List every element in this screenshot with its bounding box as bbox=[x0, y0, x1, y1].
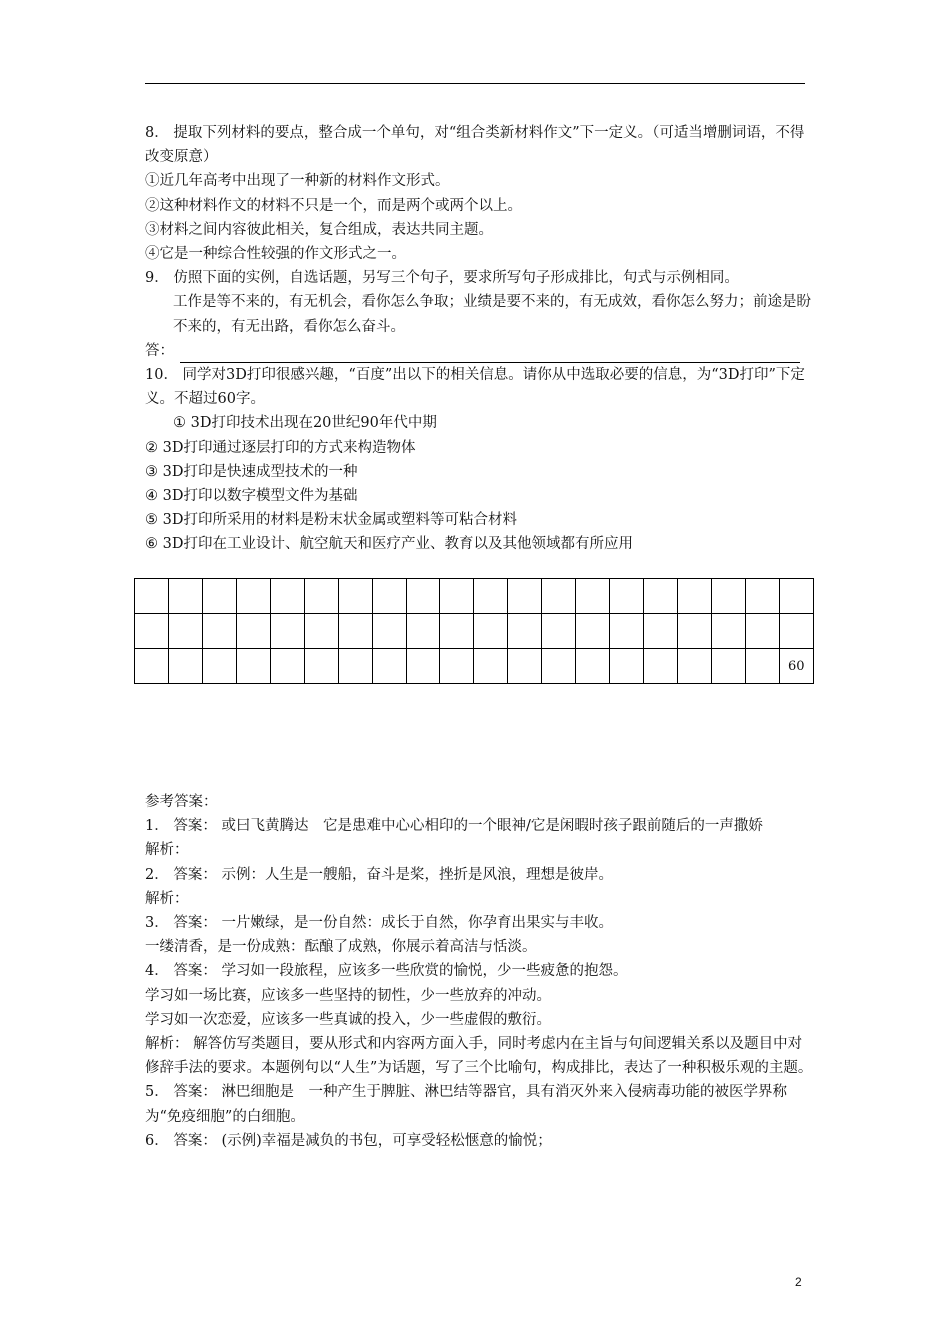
grid-cell[interactable] bbox=[745, 649, 779, 684]
answer-grid[interactable] bbox=[134, 578, 814, 684]
q10-item: ① 3D打印技术出现在20世纪90年代中期 bbox=[173, 415, 437, 432]
grid-cell[interactable] bbox=[474, 579, 508, 614]
answer-line: 1． 答案： 或曰飞黄腾达 它是患难中心心相印的一个眼神/它是闲暇时孩子跟前随后的一声撒娇 bbox=[145, 818, 763, 835]
grid-cell[interactable] bbox=[542, 614, 576, 649]
answer-line: 5． 答案： 淋巴细胞是 一种产生于脾脏、淋巴结等器官，具有消灭外来入侵病毒功能的被医学界称为“免疫细胞”的白细胞。 bbox=[145, 1084, 787, 1125]
page-number: 2 bbox=[795, 1275, 802, 1289]
q10-item: ④ 3D打印以数字模型文件为基础 bbox=[145, 488, 358, 505]
grid-cell[interactable] bbox=[711, 649, 745, 684]
q8-item: ③材料之间内容彼此相关，复合组成，表达共同主题。 bbox=[145, 221, 493, 238]
grid-cell[interactable] bbox=[135, 614, 169, 649]
grid-cell[interactable] bbox=[270, 579, 304, 614]
q10-item: ⑤ 3D打印所采用的材料是粉末状金属或塑料等可粘合材料 bbox=[145, 512, 517, 529]
answer-line: 3． 答案： 一片嫩绿，是一份自然：成长于自然，你孕育出果实与丰收。 bbox=[145, 915, 613, 932]
answer-line: 6． 答案： (示例)幸福是减负的书包，可享受轻松惬意的愉悦； bbox=[145, 1132, 552, 1149]
grid-cell[interactable] bbox=[508, 649, 542, 684]
grid-cell[interactable] bbox=[745, 614, 779, 649]
grid-cell[interactable] bbox=[711, 614, 745, 649]
answer-line: 学习如一次恋爱，应该多一些真诚的投入，少一些虚假的敷衍。 bbox=[145, 1011, 551, 1028]
grid-cell[interactable] bbox=[372, 649, 406, 684]
answer-line: 学习如一场比赛，应该多一些坚持的韧性，少一些放弃的冲动。 bbox=[145, 987, 551, 1004]
grid-cell[interactable] bbox=[779, 614, 813, 649]
grid-cell[interactable] bbox=[168, 649, 202, 684]
grid-cell[interactable] bbox=[202, 614, 236, 649]
answer-line: 4． 答案： 学习如一段旅程，应该多一些欣赏的愉悦，少一些疲惫的抱怨。 bbox=[145, 963, 628, 980]
grid-cell[interactable] bbox=[304, 579, 338, 614]
grid-cell[interactable] bbox=[644, 649, 678, 684]
grid-row bbox=[135, 649, 814, 684]
grid-cell[interactable] bbox=[406, 614, 440, 649]
grid-cell[interactable] bbox=[576, 614, 610, 649]
grid-cell[interactable] bbox=[474, 649, 508, 684]
q10-prompt: 10． 同学对3D打印很感兴趣，“百度”出以下的相关信息。请你从中选取必要的信息，为“3D打印”下定义。不超过60字。 bbox=[145, 367, 805, 408]
answer-line: 解析： bbox=[145, 842, 189, 859]
answer-line: 解析： bbox=[145, 890, 189, 907]
answer-line: 2． 答案： 示例：人生是一艘船，奋斗是桨，挫折是风浪，理想是彼岸。 bbox=[145, 866, 613, 883]
grid-cell[interactable] bbox=[372, 614, 406, 649]
grid-cell[interactable] bbox=[745, 579, 779, 614]
grid-cell[interactable] bbox=[711, 579, 745, 614]
q8-item: ①近几年高考中出现了一种新的材料作文形式。 bbox=[145, 173, 450, 190]
answer-line: 一缕清香，是一份成熟：酝酿了成熟，你展示着高洁与恬淡。 bbox=[145, 939, 537, 956]
grid-cell[interactable] bbox=[576, 649, 610, 684]
grid-cell[interactable] bbox=[474, 614, 508, 649]
grid-row bbox=[135, 579, 814, 614]
header-rule bbox=[145, 83, 805, 84]
grid-cell[interactable] bbox=[440, 614, 474, 649]
grid-cell[interactable] bbox=[542, 649, 576, 684]
q10-item: ⑥ 3D打印在工业设计、航空航天和医疗产业、教育以及其他领域都有所应用 bbox=[145, 536, 633, 553]
grid-cell[interactable] bbox=[202, 579, 236, 614]
grid-row bbox=[135, 614, 814, 649]
grid-cell[interactable] bbox=[406, 579, 440, 614]
grid-cell[interactable] bbox=[406, 649, 440, 684]
grid-cell[interactable] bbox=[338, 649, 372, 684]
grid-cell[interactable] bbox=[168, 579, 202, 614]
q9-answer-row bbox=[145, 339, 815, 363]
grid-cell[interactable] bbox=[440, 649, 474, 684]
q9-answer-label: 答： bbox=[145, 342, 174, 359]
grid-cell[interactable] bbox=[610, 614, 644, 649]
grid-cell[interactable] bbox=[135, 579, 169, 614]
grid-cell[interactable] bbox=[508, 614, 542, 649]
grid-cell[interactable] bbox=[440, 579, 474, 614]
grid-cell[interactable] bbox=[508, 579, 542, 614]
grid-cell[interactable] bbox=[779, 579, 813, 614]
grid-cell[interactable] bbox=[610, 579, 644, 614]
questions-section bbox=[145, 121, 815, 557]
grid-limit-label: 60 bbox=[779, 649, 813, 684]
q8-item: ②这种材料作文的材料不只是一个，而是两个或两个以上。 bbox=[145, 197, 522, 214]
q10-item: ② 3D打印通过逐层打印的方式来构造物体 bbox=[145, 439, 416, 456]
grid-cell[interactable] bbox=[372, 579, 406, 614]
grid-cell[interactable] bbox=[236, 614, 270, 649]
grid-cell[interactable] bbox=[270, 614, 304, 649]
grid-cell[interactable] bbox=[678, 649, 712, 684]
grid-cell[interactable] bbox=[304, 649, 338, 684]
q9-prompt: 9． 仿照下面的实例，自选话题，另写三个句子，要求所写句子形成排比，句式与示例相同。 bbox=[145, 270, 739, 287]
answer-line: 解析： 解答仿写类题目，要从形式和内容两方面入手，同时考虑内在主旨与句间逻辑关系以及题目中对修辞手法的要求。本题例句以“人生”为话题，写了三个比喻句，构成排比，表达了一种积极乐观的主题。 bbox=[145, 1036, 813, 1077]
grid-cell[interactable] bbox=[168, 614, 202, 649]
grid-cell[interactable] bbox=[678, 579, 712, 614]
grid-cell[interactable] bbox=[304, 614, 338, 649]
grid-cell[interactable] bbox=[610, 649, 644, 684]
q10-item: ③ 3D打印是快速成型技术的一种 bbox=[145, 463, 358, 480]
q9-example: 工作是等不来的，有无机会，看你怎么争取；业绩是要不来的，有无成效，看你怎么努力；前途是盼不来的，有无出路，看你怎么奋斗。 bbox=[173, 294, 811, 335]
grid-cell[interactable] bbox=[644, 579, 678, 614]
grid-cell[interactable] bbox=[542, 579, 576, 614]
grid-cell[interactable] bbox=[678, 614, 712, 649]
grid-cell[interactable] bbox=[576, 579, 610, 614]
grid-cell[interactable] bbox=[202, 649, 236, 684]
q8-prompt: 8． 提取下列材料的要点，整合成一个单句，对“组合类新材料作文”下一定义。（可适当增删词语，不得改变原意） bbox=[145, 125, 805, 166]
grid-cell[interactable] bbox=[644, 614, 678, 649]
grid-cell[interactable] bbox=[236, 649, 270, 684]
grid-cell[interactable] bbox=[338, 579, 372, 614]
grid-cell[interactable] bbox=[338, 614, 372, 649]
grid-cell[interactable] bbox=[270, 649, 304, 684]
grid-cell[interactable] bbox=[236, 579, 270, 614]
q8-item: ④它是一种综合性较强的作文形式之一。 bbox=[145, 246, 406, 263]
answers-heading: 参考答案： bbox=[145, 794, 218, 810]
grid-cell[interactable] bbox=[135, 649, 169, 684]
q9-answer-line[interactable] bbox=[180, 344, 800, 363]
reference-answers bbox=[145, 790, 815, 1153]
